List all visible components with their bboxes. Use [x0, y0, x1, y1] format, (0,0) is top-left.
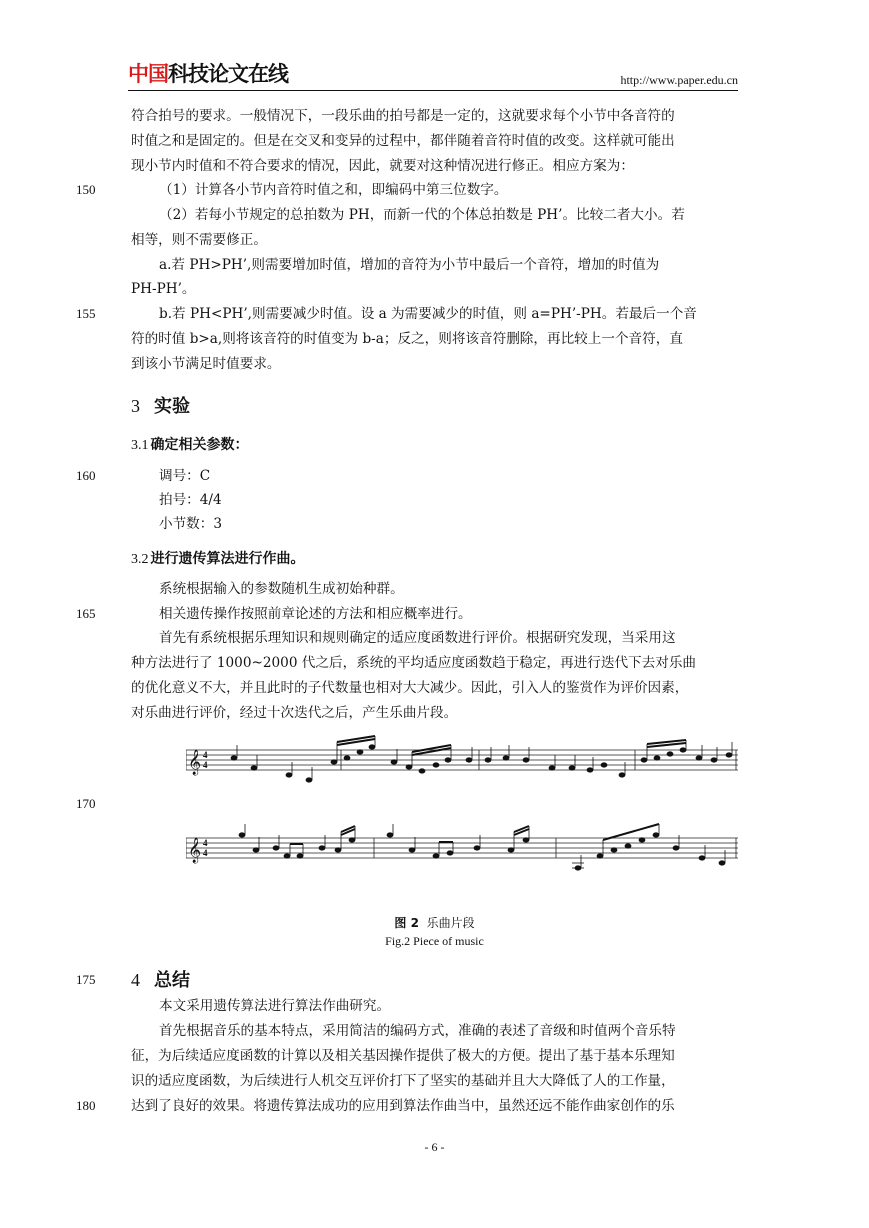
- subsection-heading: [131, 434, 249, 454]
- text-line: 到该小节满足时值要求。: [131, 356, 281, 372]
- text-line: 本文采用遗传算法进行算法作曲研究。: [159, 998, 391, 1014]
- logo-red-part: 中国: [128, 62, 168, 86]
- subsection-heading: [131, 548, 305, 568]
- time-sig-bottom: 4: [203, 848, 208, 858]
- section-title: 总结: [154, 970, 190, 991]
- section-number: 4: [131, 970, 140, 990]
- section-title: 实验: [154, 396, 190, 417]
- text-line: a.若 PH>PH’,则需要增加时值，增加的音符为小节中最后一个音符，增加的时值为: [159, 257, 660, 273]
- text-line: 系统根据输入的参数随机生成初始种群。: [159, 581, 404, 597]
- notes-line-1: [231, 736, 732, 782]
- time-sig-top: 4: [203, 838, 208, 848]
- line-number: 170: [76, 796, 96, 811]
- subsection-number: 3.1: [131, 438, 149, 453]
- figure-caption-cn: [0, 914, 869, 931]
- journal-logo: [128, 62, 288, 86]
- notes-line-2: [239, 824, 725, 870]
- text-line: 时值之和是固定的。但是在交叉和变异的过程中，都伴随着音符时值的改变。这样就可能出: [131, 133, 675, 149]
- text-line: 相关遗传操作按照前章论述的方法和相应概率进行。: [159, 606, 472, 622]
- header-rule: [128, 90, 738, 91]
- section-heading: [131, 392, 190, 418]
- line-number: 180: [76, 1098, 96, 1113]
- line-number: 160: [76, 468, 96, 483]
- music-staff-2: [186, 822, 738, 878]
- figure-title-cn: 乐曲片段: [426, 916, 475, 930]
- text-line: 符合拍号的要求。一般情况下，一段乐曲的拍号都是一定的，这就要求每个小节中各音符的: [131, 108, 675, 124]
- text-line: 首先有系统根据乐理知识和规则确定的适应度函数进行评价。根据研究发现，当采用这: [159, 630, 676, 646]
- text-line: 达到了良好的效果。将遗传算法成功的应用到算法作曲当中，虽然还远不能作曲家创作的乐: [131, 1098, 675, 1114]
- section-number: 3: [131, 396, 140, 416]
- text-line: 首先根据音乐的基本特点，采用简洁的编码方式，准确的表述了音级和时值两个音乐特: [159, 1023, 676, 1039]
- figure-label: 图 2: [394, 916, 419, 930]
- figure-caption-en: Fig.2 Piece of music: [385, 934, 484, 948]
- page-number: - 6 -: [424, 1140, 445, 1154]
- time-sig-top: 4: [203, 750, 208, 760]
- subsection-number: 3.2: [131, 552, 149, 567]
- text-line: （1）计算各小节内音符时值之和，即编码中第三位数字。: [159, 182, 508, 198]
- line-number: 175: [76, 972, 96, 987]
- text-line: 现小节内时值和不符合要求的情况，因此，就要对这种情况进行修正。相应方案为：: [131, 158, 634, 174]
- text-line: 征，为后续适应度函数的计算以及相关基因操作提供了极大的方便。提出了基于基本乐理知: [131, 1048, 675, 1064]
- section-heading: [131, 966, 190, 992]
- text-line: 识的适应度函数，为后续进行人机交互评价打下了坚实的基础并且大大降低了人的工作量，: [131, 1073, 675, 1089]
- text-line: 相等，则不需要修正。: [131, 232, 267, 248]
- treble-clef-icon: 𝄞: [188, 838, 202, 863]
- text-line: （2）若每小节规定的总拍数为 PH，而新一代的个体总拍数是 PH’。比较二者大小。若: [159, 207, 685, 223]
- param-line: 拍号：4/4: [159, 492, 222, 508]
- line-number: 150: [76, 182, 96, 197]
- music-staff-1: [186, 734, 738, 786]
- text-line: 符的时值 b>a,则将该音符的时值变为 b-a；反之，则将该音符删除，再比较上一个音符，直: [131, 331, 683, 347]
- text-line: 对乐曲进行评价，经过十次迭代之后，产生乐曲片段。: [131, 705, 458, 721]
- line-number: 155: [76, 306, 96, 321]
- line-number: 165: [76, 606, 96, 621]
- subsection-title: 进行遗传算法进行作曲。: [150, 551, 305, 567]
- time-sig-bottom: 4: [203, 760, 208, 770]
- text-line: 的优化意义不大，并且此时的子代数量也相对大大减少。因此，引入人的鉴赏作为评价因素，: [131, 680, 689, 696]
- logo-black-part: 科技论文在线: [168, 62, 288, 86]
- page-header: [128, 60, 738, 90]
- param-line: 调号：C: [159, 468, 211, 484]
- treble-clef-icon: 𝄞: [188, 750, 202, 775]
- header-url[interactable]: http://www.paper.edu.cn: [620, 73, 738, 87]
- text-line: 种方法进行了 1000~2000 代之后，系统的平均适应度函数趋于稳定，再进行迭代下去对乐曲: [131, 655, 697, 671]
- param-line: 小节数：3: [159, 516, 223, 532]
- text-line: b.若 PH<PH’,则需要减少时值。设 a 为需要减少的时值，则 a=PH’-PH。若最后一个音: [159, 306, 697, 322]
- text-line: PH-PH’。: [131, 281, 196, 297]
- subsection-title: 确定相关参数：: [150, 437, 249, 453]
